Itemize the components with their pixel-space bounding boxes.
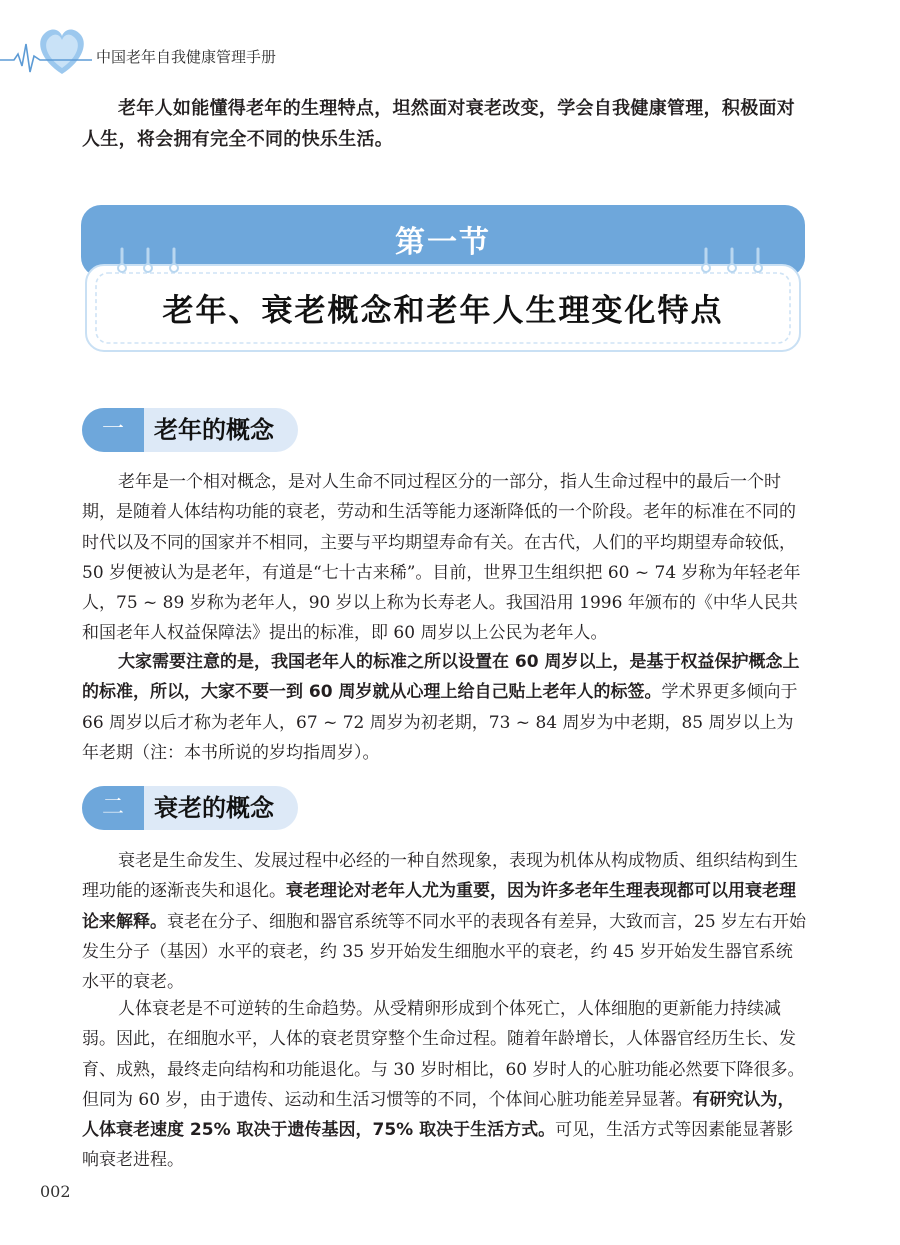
paragraph-text: 衰老是生命发生、发展过程中必经的一种自然现象，表现为机体从构成物质、组织结构到生理功能的逐渐丧失和退化。 — [82, 851, 798, 902]
paragraph-emphasis: 有研究认为，人体衰老速度 25% 取决于遗传基因，75% 取决于生活方式。 — [82, 1089, 795, 1141]
subsection-title: 老年的概念 — [154, 416, 274, 444]
paragraph-text: 学术界更多倾向于 66 周岁以后才称为老年人，67 ~ 72 周岁为初老期，73 ~ 84 周岁为中老期，85 周岁以上为年老期（注：本书所说的岁均指周岁）。 — [82, 682, 798, 763]
running-header-title: 中国老年自我健康管理手册 — [96, 48, 277, 66]
heart-pulse-icon — [0, 20, 92, 80]
section-banner — [80, 205, 806, 355]
subsection-number: 一 — [82, 408, 144, 452]
section-title: 老年、衰老概念和老年人生理变化特点 — [162, 293, 724, 329]
page-header — [0, 0, 900, 80]
paragraph-text: 人体衰老是不可逆转的生命趋势。从受精卵形成到个体死亡，人体细胞的更新能力持续减弱。因此，在细胞水平，人体的衰老贯穿整个生命过程。随着年龄增长，人体器官经历生长、发育、成熟，最终走向结构和功能退化。与 30 岁时相比，60 岁时人的心脏功能必然要下降很多。但同为 60 岁，由于遗传、运动和生活习惯等的不同，个体间心脏功能差异显著。 — [82, 999, 805, 1110]
subsection-heading-1 — [82, 408, 302, 452]
paragraph-text: 老年是一个相对概念，是对人生命不同过程区分的一部分，指人生命过程中的最后一个时期，是随着人体结构功能的衰老，劳动和生活等能力逐渐降低的一个阶段。老年的标准在不同的时代以及不同的国家并不相同，主要与平均期望寿命有关。在古代，人们的平均期望寿命较低，50 岁便被认为是老年，有道是“七十古来稀”。目前，世界卫生组织把 60 ~ 74 岁称为年轻老年人，75 ~ 89 岁称为老年人，90 岁以上称为长寿老人。我国沿用 1996 年颁布的《中华人民共和国老年人权益保障法》提出的标准，即 60 周岁以上公民为老年人。 — [82, 472, 801, 644]
intro-paragraph: 老年人如能懂得老年的生理特点，坦然面对衰老改变，学会自我健康管理，积极面对人生，将会拥有完全不同的快乐生活。 — [82, 98, 796, 150]
body-paragraph — [82, 467, 808, 649]
paragraph-emphasis: 衰老理论对老年人尤为重要，因为许多老年生理表现都可以用衰老理论来解释。 — [82, 881, 796, 932]
body-paragraph — [82, 846, 808, 997]
body-paragraph — [82, 994, 808, 1176]
paragraph-text: 可见，生活方式等因素能显著影响衰老进程。 — [82, 1120, 794, 1171]
section-label: 第一节 — [395, 225, 491, 260]
subsection-number: 二 — [82, 786, 144, 830]
subsection-title: 衰老的概念 — [154, 794, 274, 822]
paragraph-text: 衰老在分子、细胞和器官系统等不同水平的表现各有差异，大致而言，25 岁左右开始发生分子（基因）水平的衰老，约 35 岁开始发生细胞水平的衰老，约 45 岁开始发生器官系统水平的衰老。 — [82, 911, 807, 993]
page-number: 002 — [40, 1182, 71, 1201]
subsection-heading-2 — [82, 786, 302, 830]
body-paragraph — [82, 647, 808, 768]
paragraph-emphasis: 大家需要注意的是，我国老年人的标准之所以设置在 60 周岁以上，是基于权益保护概念上的标准，所以，大家不要一到 60 周岁就从心理上给自己贴上老年人的标签。 — [82, 652, 800, 703]
